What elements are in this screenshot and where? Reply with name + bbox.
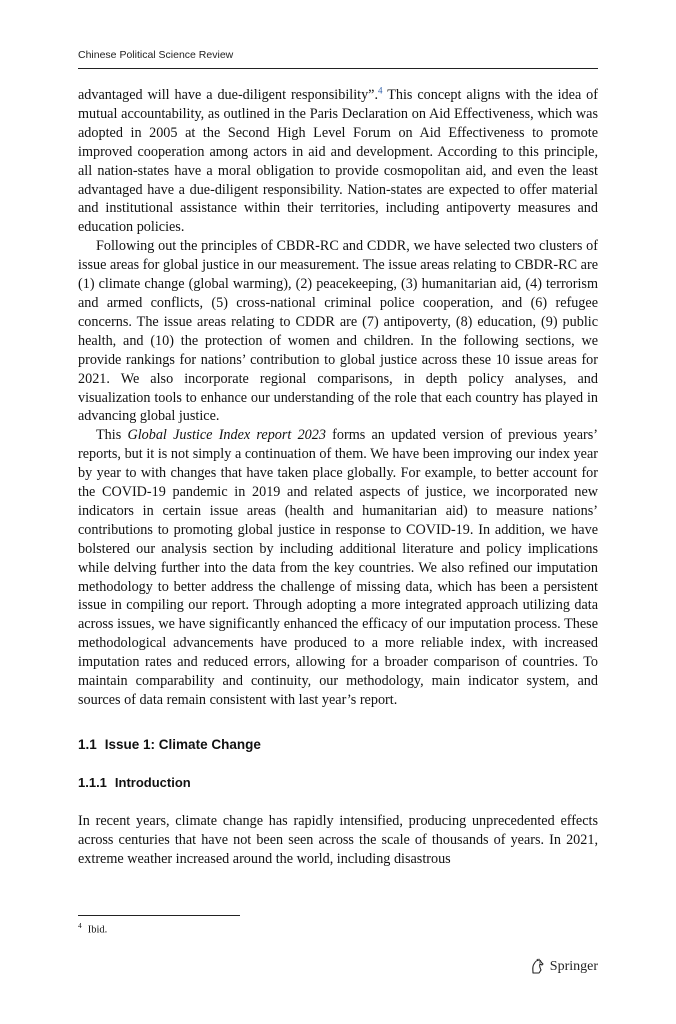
footnote-rule bbox=[78, 915, 240, 916]
paragraph-2: Following out the principles of CBDR-RC and CDDR, we have selected two clusters of issue areas for global justice in our measurement. The issue areas relating to CBDR-RC are (1) climate change (global warming), (2) peacekeeping, (3) humanitarian aid, (4) terrorism and armed conflicts, (5) cross-national criminal police cooperation, and (6) refugee concerns. The issue areas relating to CDDR are (7) antipoverty, (8) education, (9) public health, and (10) the protection of women and children. In the following sections, we provide rankings for nations’ contribution to global justice across these 10 issue areas for 2021. We also incorporate regional comparisons, in depth policy analyses, and visualization tools to enhance our understanding of the role that each country has played in advancing global justice. bbox=[78, 238, 598, 425]
header-rule bbox=[78, 68, 598, 69]
paragraph-1-text-a: advantaged will have a due-diligent responsibility”. bbox=[78, 87, 379, 103]
journal-title: Chinese Political Science Review bbox=[78, 49, 234, 61]
section-number: 1.1 bbox=[78, 737, 97, 752]
paragraph-1-text-b: This concept aligns with the idea of mutual accountability, as outlined in the Paris Declaration on Aid Effectiveness, which was adopted in 2005 at the Second High Level Forum on Aid Effectiveness to promote improved cooperation among actors in aid and development. According to this principle, all nation-states have a moral obligation to provide cosmopolitan aid, and even the least advantaged have a due-diligent responsibility. Nation-states are expected to offer material and institutional assistance within their territories, including antipoverty measures and education policies. bbox=[78, 87, 598, 236]
footnote-ref-4[interactable]: 4 bbox=[378, 85, 383, 96]
publisher-name: Springer bbox=[549, 958, 598, 974]
paragraph-1 bbox=[78, 86, 598, 237]
subsection-title: Introduction bbox=[114, 775, 191, 790]
springer-horse-icon bbox=[529, 958, 545, 975]
main-body bbox=[78, 86, 598, 710]
subsection-number: 1.1.1 bbox=[78, 775, 107, 790]
report-title-italic: Global Justice Index report 2023 bbox=[127, 427, 326, 444]
intro-body bbox=[78, 812, 598, 869]
publisher-logo bbox=[529, 958, 598, 975]
paragraph-3 bbox=[78, 426, 598, 710]
footnote bbox=[78, 921, 107, 936]
paragraph-3-text-b: forms an updated version of previous years’ reports, but it is not simply a continuation of them. We have been improving our index year by year to with changes that have taken place globally. For example, to better account for the COVID-19 pandemic in 2019 and related aspects of justice, we incorporated new indicators in certain issue areas (health and humanitarian aid) to measure nations’ contributions to promoting global justice in response to COVID-19. In addition, we have bolstered our analysis section by including additional literature and policy implications while delving further into the data from the key countries. We also refined our imputation methodology to better address the challenge of missing data, which has been a persistent issue in compiling our report. Through adopting a more integrated approach utilizing data across issues, we have significantly enhanced the efficacy of our imputation process. These methodological advancements have produced to a more reliable index, with increased imputation rates and reduced errors, allowing for a broader comparison of countries. To maintain comparability and continuity, our methodology, main indicator system, and sources of data remain consistent with last year’s report. bbox=[78, 427, 598, 708]
paragraph-3-text-a: This bbox=[96, 427, 128, 444]
footnote-text: Ibid. bbox=[87, 924, 108, 936]
section-title: Issue 1: Climate Change bbox=[104, 737, 261, 752]
subsection-heading bbox=[78, 775, 191, 790]
running-header bbox=[78, 49, 598, 61]
section-heading bbox=[78, 737, 261, 752]
footnote-number: 4 bbox=[78, 921, 82, 930]
intro-paragraph: In recent years, climate change has rapidly intensified, producing unprecedented effects across centuries that have not been seen across the scale of thousands of years. In 2021, extreme weather increased around the world, including disastrous bbox=[78, 813, 598, 867]
